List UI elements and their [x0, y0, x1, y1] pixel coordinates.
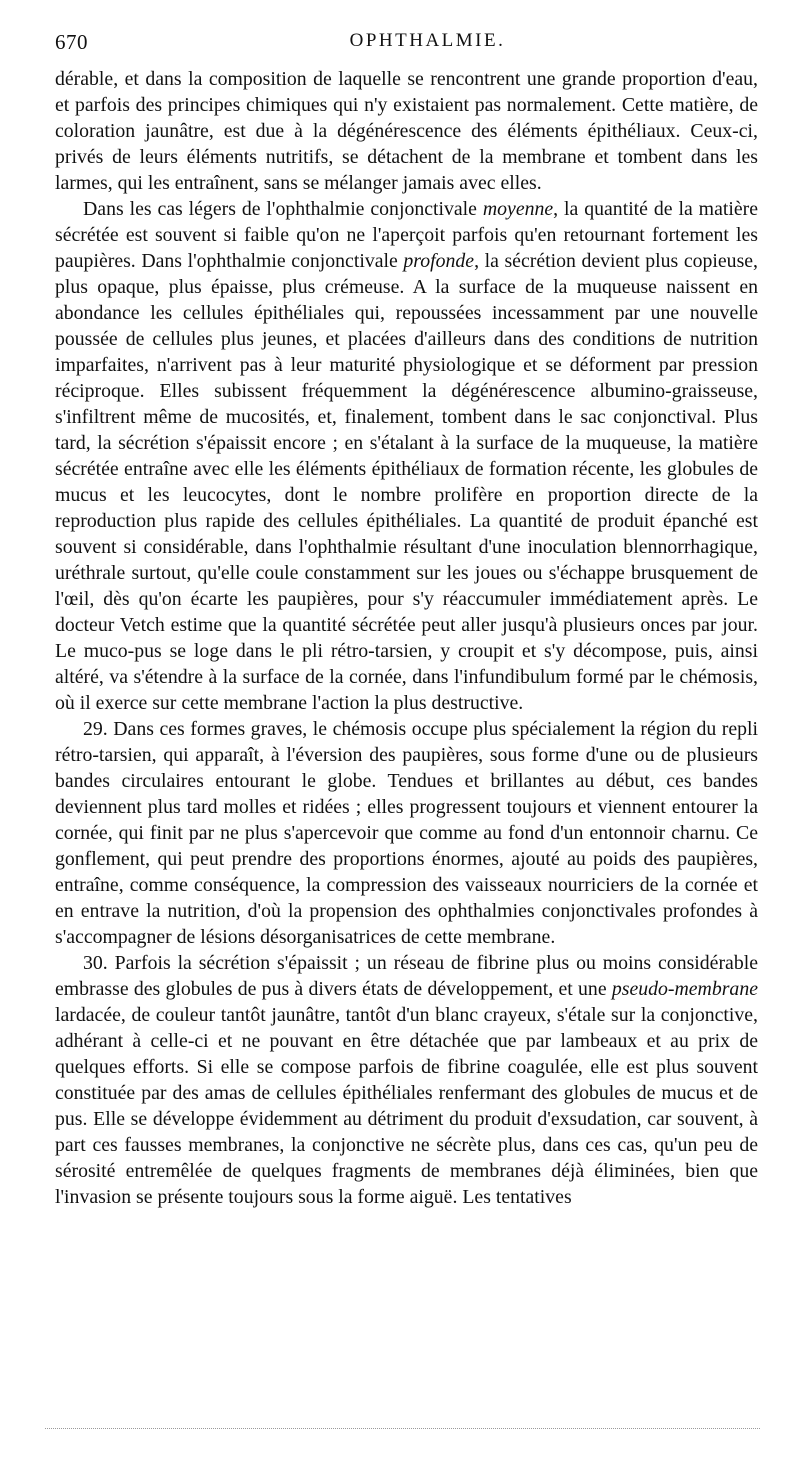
paragraph — [55, 66, 758, 196]
page-header — [55, 30, 760, 58]
page-number: 670 — [55, 30, 88, 54]
running-title: OPHTHALMIE. — [349, 30, 506, 51]
italic-term: profonde — [403, 250, 475, 272]
text-run: lardacée, de couleur tantôt jaunâtre, tantôt d'un blanc crayeux, s'étale sur la conjonctive, adhérant à celle-ci et ne pouvant en être détachée que par lambeaux et au prix de quelques efforts. Si elle se compose parfois de fibrine coagulée, elle est plus souvent constituée par des amas de cellules épithéliales renfermant des globules de mucus et de pus. Elle se développe évidemment au détriment du produit d'exsudation, car souvent, à part ces fausses membranes, la conjonctive ne sécrète plus, dans ces cas, qu'un peu de sérosité entremêlée de quelques fragments de membranes déjà éliminées, bien que l'invasion se présente toujours sous la forme aiguë. Les tentatives — [55, 1004, 758, 1208]
text-run: , la quantité de la matière sécrétée est souvent si faible qu'on ne l'aperçoit parfois qu'en retournant fortement les paupières. Dans l'ophthalmie conjonctivale — [55, 198, 758, 272]
text-run: dérable, et dans la composition de laquelle se rencontrent une grande proportion d'eau, et parfois des principes chimiques qui n'y existaient pas normalement. Cette matière, de coloration jaunâtre, est due à la dégénérescence des éléments épithéliaux. Ceux-ci, privés de leurs éléments nutritifs, se détachent de la membrane et tombent dans les larmes, qui les entraînent, sans se mélanger jamais avec elles. — [55, 68, 758, 194]
text-run: 29. Dans ces formes graves, le chémosis occupe plus spécialement la région du repli rétro-tarsien, qui apparaît, à l'éversion des paupières, sous forme d'une ou de plusieurs bandes circulaires entourant le globe. Tendues et brillantes au début, ces bandes deviennent plus tard molles et ridées ; elles progressent toujours et viennent entourer la cornée, qui finit par ne plus s'apercevoir que comme au fond d'un entonnoir charnu. Ce gonflement, qui peut prendre des proportions énormes, ajouté au poids des paupières, entraîne, comme conséquence, la compression des vaisseaux nourriciers de la cornée et en entrave la nutrition, d'où la propension des ophthalmies conjonctivales profondes à s'accompagner de lésions désorganisatrices de cette membrane. — [55, 718, 758, 948]
text-run: , la sécrétion devient plus copieuse, plus opaque, plus épaisse, plus crémeuse. A la surface de la muqueuse naissent en abondance les cellules épithéliales qui, repoussées incessamment par une nouvelle poussée de cellules plus jeunes, et placées d'ailleurs dans des conditions de nutrition imparfaites, n'arrivent pas à leur maturité physiologique et se déforment par pression réciproque. Elles subissent fréquemment la dégénérescence albumino-graisseuse, s'infiltrent même de mucosités, et, finalement, tombent dans le sac conjonctival. Plus tard, la sécrétion s'épaissit encore ; en s'étalant à la surface de la muqueuse, la matière sécrétée entraîne avec elle les éléments épithéliaux de formation récente, les globules de mucus et les leucocytes, dont le nombre prolifère en proportion directe de la reproduction plus rapide des cellules épithéliales. La quantité de produit épanché est souvent si considérable, dans l'ophthalmie résultant d'une inoculation blennorrhagique, uréthrale surtout, qu'elle coule constamment sur les joues ou s'échappe brusquement de l'œil, dès qu'on écarte les paupières, pour s'y réaccumuler immédiatement après. Le docteur Vetch estime que la quantité sécrétée peut aller jusqu'à plusieurs onces par jour. Le muco-pus se loge dans le pli rétro-tarsien, y croupit et s'y décompose, puis, ainsi altéré, va s'étendre à la surface de la cornée, dans l'infundibulum formé par le chémosis, où il exerce sur cette membrane l'action la plus destructive. — [55, 250, 758, 714]
italic-term: pseudo-membrane — [611, 978, 758, 1000]
paragraph — [55, 716, 758, 950]
footer-divider — [45, 1428, 760, 1429]
paragraph — [55, 196, 758, 716]
body-text — [55, 66, 758, 1210]
text-run: Dans les cas légers de l'ophthalmie conjonctivale — [83, 198, 483, 220]
paragraph — [55, 950, 758, 1210]
italic-term: moyenne — [482, 198, 554, 220]
text-run: 30. Parfois la sécrétion s'épaissit ; un réseau de fibrine plus ou moins considérable embrasse des globules de pus à divers états de développement, et une — [55, 952, 758, 1000]
